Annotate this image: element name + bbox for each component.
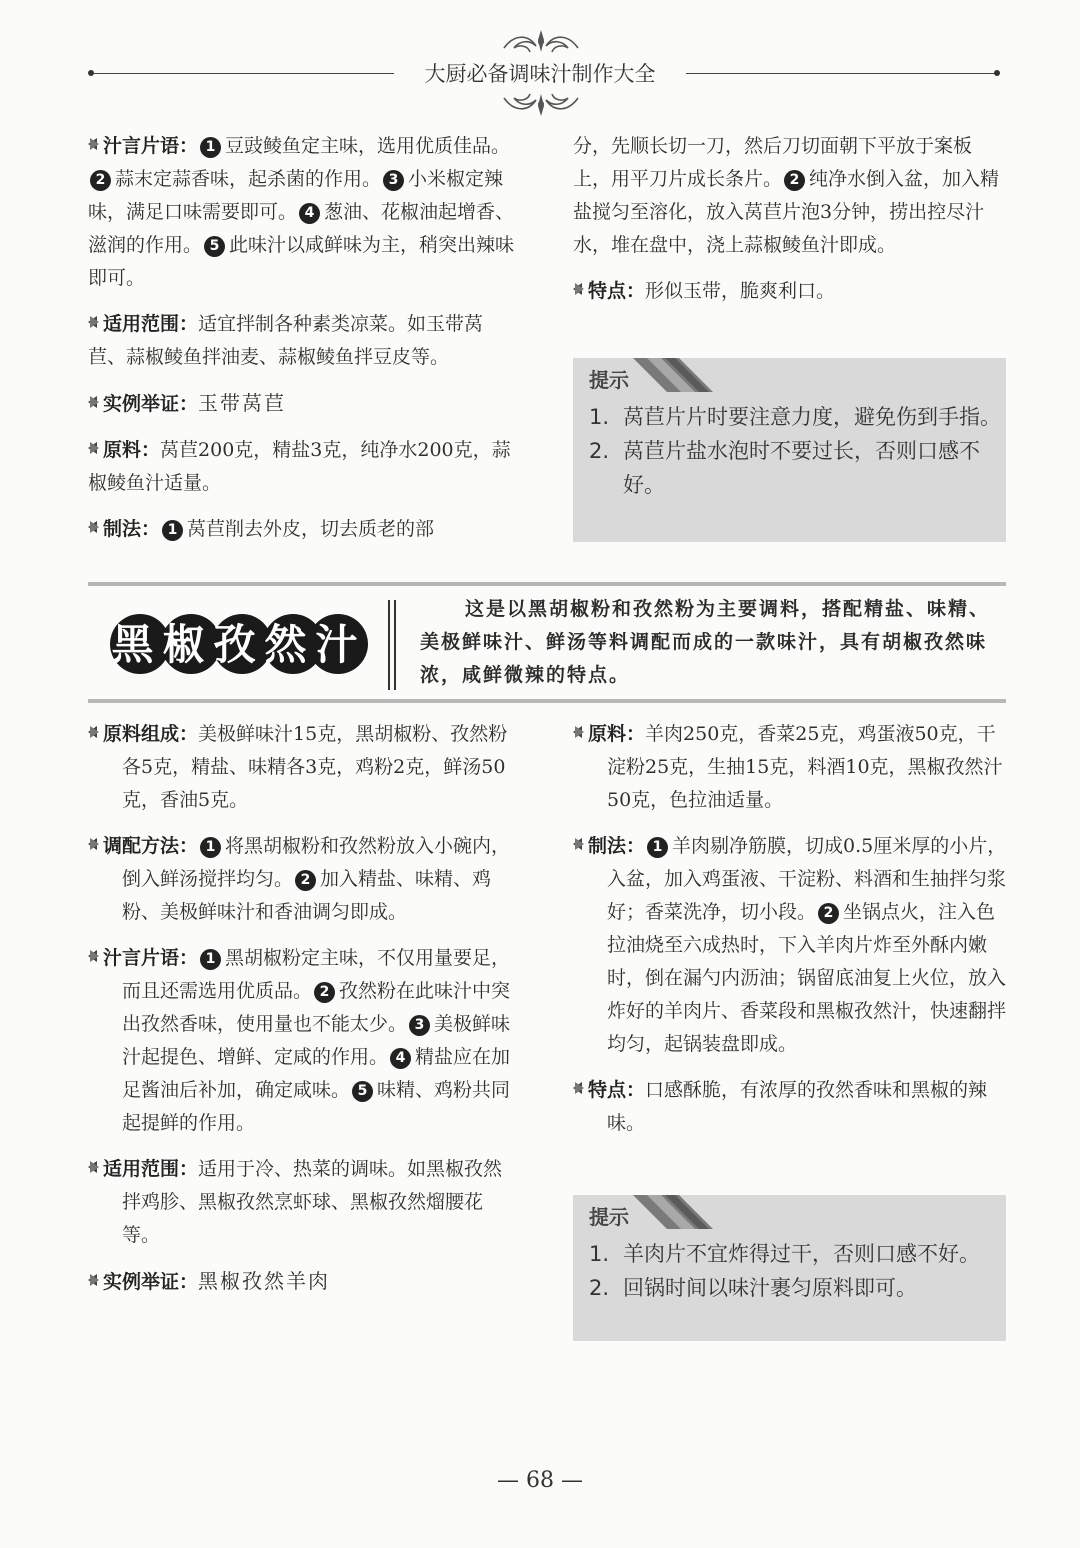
bottom-right-column [573, 718, 1007, 1153]
tip-number: 1. [589, 405, 610, 429]
number-1-icon: 1 [200, 949, 221, 970]
number-3-icon: 3 [409, 1015, 430, 1036]
number-4-icon: 4 [390, 1048, 411, 1069]
text-segment: 蒜末定蒜香味，起杀菌的作用。 [115, 168, 382, 190]
text-segment: 适用于冷、热菜的调味。如黑椒孜然拌鸡胗、黑椒孜然烹虾球、黑椒孜然熘腰花等。 [122, 1158, 503, 1246]
header-rule-left [94, 73, 394, 74]
number-4-icon: 4 [299, 203, 320, 224]
text-segment: 黑胡椒粉定主味，不仅用量要足，而且还需选用优质品。 [122, 947, 511, 1002]
section-label: 原料： [103, 439, 161, 461]
bullet-icon [573, 726, 582, 738]
header-dot-right [994, 70, 1000, 76]
tip-box-top [573, 358, 1006, 542]
ingredients-paragraph [88, 434, 520, 500]
section-label: 调配方法： [103, 835, 199, 857]
number-1-icon: 1 [200, 837, 221, 858]
recipe-title-badge [108, 612, 370, 676]
section-label: 适用范围： [103, 1158, 199, 1180]
top-left-column [88, 130, 520, 559]
text-segment: 口感酥脆，有浓厚的孜然香味和黑椒的辣味。 [607, 1079, 988, 1134]
bullet-icon [88, 442, 97, 454]
text-segment: 小米椒定辣味，满足口味需要即可。 [88, 168, 504, 223]
tip-number: 2. [589, 439, 610, 463]
number-1-icon: 1 [200, 137, 221, 158]
text-segment: 莴苣削去外皮，切去质老的部 [187, 518, 435, 540]
text-segment: 加入精盐、味精、鸡粉、美极鲜味汁和香油调匀即成。 [122, 868, 492, 923]
number-2-icon: 2 [818, 903, 839, 924]
tip-list [589, 400, 1006, 502]
tip-text: 莴苣片片时要注意力度，避免伤到手指。 [623, 405, 1001, 429]
text-segment: 孜然粉在此味汁中突出孜然香味，使用量也不能太少。 [122, 980, 511, 1035]
tip-item [589, 1237, 980, 1271]
text-segment: 豆豉鲮鱼定主味，选用优质佳品。 [225, 135, 511, 157]
section-label: 原料： [588, 723, 646, 745]
preparation-paragraph [88, 830, 520, 929]
number-5-icon: 5 [352, 1081, 373, 1102]
section-label: 实例举证： [103, 1271, 199, 1293]
number-1-icon: 1 [647, 837, 668, 858]
bullet-icon [88, 138, 97, 150]
method-continued [573, 130, 1007, 262]
text-segment: 分，先顺长切一刀，然后刀切面朝下平放于案板上，用平刀片成长条片。 [573, 135, 973, 190]
tip-list [589, 1237, 980, 1305]
bullet-icon [88, 316, 97, 328]
text-segment: 坐锅点火，注入色拉油烧至六成热时，下入羊肉片炸至外酥内嫩时，倒在漏勺内沥油；锅留底油复上火位，放入炸好的羊肉片、香菜段和黑椒孜然汁，快速翻拌均匀，起锅装盘即成。 [607, 901, 1007, 1055]
section-label: 特点： [588, 280, 646, 302]
text-segment: 美极鲜味汁起提色、增鲜、定咸的作用。 [122, 1013, 511, 1068]
intro-divider-right [394, 600, 396, 690]
text-segment: 此味汁以咸鲜味为主，稍突出辣味即可。 [88, 234, 515, 289]
bullet-icon [573, 283, 582, 295]
example-paragraph [88, 1265, 520, 1299]
bullet-icon [573, 1082, 582, 1094]
usage-paragraph [88, 308, 520, 374]
text-segment: 莴苣200克，精盐3克，纯净水200克，蒜椒鲮鱼汁适量。 [88, 439, 511, 494]
tip-text: 莴苣片盐水泡时不要过长，否则口感不好。 [623, 439, 980, 497]
text-segment: 美极鲜味汁15克，黑胡椒粉、孜然粉各5克，精盐、味精各3克，鸡粉2克，鲜汤50克，香油5克。 [122, 723, 508, 811]
bullet-icon [573, 838, 582, 850]
section-label: 实例举证： [103, 393, 199, 415]
bullet-icon [88, 396, 97, 408]
section-label: 制法： [103, 518, 161, 540]
tips-paragraph [88, 130, 520, 295]
section-label: 原料组成： [103, 723, 199, 745]
section-label: 特点： [588, 1079, 646, 1101]
method-paragraph [573, 830, 1007, 1061]
text-segment: 纯净水倒入盆，加入精盐搅匀至溶化，放入莴苣片泡3分钟，捞出控尽汁水，堆在盘中，浇上蒜椒鲮鱼汁即成。 [573, 168, 1000, 256]
number-5-icon: 5 [204, 236, 225, 257]
book-title: 大厨必备调味汁制作大全 [424, 62, 656, 86]
number-1-icon: 1 [162, 520, 183, 541]
example-dish: 玉带莴苣 [198, 391, 287, 415]
number-2-icon: 2 [90, 170, 111, 191]
usage-paragraph [88, 1153, 520, 1252]
header-rule-right [686, 73, 996, 74]
ingredients-paragraph [573, 718, 1007, 817]
text-segment: 羊肉250克，香菜25克，鸡蛋液50克，干淀粉25克，生抽15克，料酒10克，黑椒孜然汁50克，色拉油适量。 [607, 723, 1003, 811]
method-paragraph [88, 513, 520, 546]
text-segment: 精盐应在加足酱油后补加，确定咸味。 [122, 1046, 511, 1101]
band-rule-bottom [88, 699, 1006, 703]
page-number: — 68 — [497, 1468, 583, 1493]
bottom-left-column [88, 718, 520, 1312]
tip-box-bottom [573, 1195, 1006, 1341]
bullet-icon [88, 1161, 97, 1173]
number-2-icon: 2 [295, 870, 316, 891]
feature-paragraph [573, 275, 1007, 308]
band-rule-top [88, 582, 1006, 586]
text-segment: 羊肉剔净筋膜，切成0.5厘米厚的小片，入盆，加入鸡蛋液、干淀粉、料酒和生抽拌匀浆好；香菜洗净，切小段。 [607, 835, 1007, 923]
tip-text: 羊肉片不宜炸得过干，否则口感不好。 [623, 1242, 980, 1266]
bullet-icon [88, 726, 97, 738]
bullet-icon [88, 1274, 97, 1286]
tip-item [589, 1271, 980, 1305]
tip-item [589, 400, 1006, 434]
tip-number: 1. [589, 1242, 610, 1266]
header-ornament-top [500, 26, 582, 60]
text-segment: 将黑胡椒粉和孜然粉放入小碗内，倒入鲜汤搅拌均匀。 [122, 835, 511, 890]
tip-text: 回锅时间以味汁裹匀原料即可。 [623, 1276, 917, 1300]
header-ornament-bottom [500, 86, 582, 120]
example-paragraph [88, 387, 520, 421]
text-segment: 葱油、花椒油起增香、滋润的作用。 [88, 201, 515, 256]
section-label: 适用范围： [103, 313, 199, 335]
section-label: 汁言片语： [103, 135, 199, 157]
text-segment: 适宜拌制各种素类凉菜。如玉带莴苣、蒜椒鲮鱼拌油麦、蒜椒鲮鱼拌豆皮等。 [88, 313, 484, 368]
tip-title: 提示 [589, 368, 629, 392]
tip-item [589, 434, 1006, 502]
bullet-icon [88, 521, 97, 533]
recipe-title: 黑椒孜然汁 [111, 620, 367, 669]
tip-number: 2. [589, 1276, 610, 1300]
section-label: 汁言片语： [103, 947, 199, 969]
intro-divider-left [388, 600, 390, 690]
section-label: 制法： [588, 835, 646, 857]
number-2-icon: 2 [314, 982, 335, 1003]
tip-title: 提示 [589, 1205, 629, 1229]
feature-paragraph [573, 1074, 1007, 1140]
text-segment: 味精、鸡粉共同起提鲜的作用。 [122, 1079, 511, 1134]
bullet-icon [88, 838, 97, 850]
text-segment: 形似玉带，脆爽利口。 [645, 280, 836, 302]
recipe-intro: 这是以黑胡椒粉和孜然粉为主要调料，搭配精盐、味精、美极鲜味汁、鲜汤等料调配而成的一款味汁，具有胡椒孜然味浓，咸鲜微辣的特点。 [420, 598, 991, 686]
example-dish: 黑椒孜然羊肉 [198, 1269, 331, 1293]
number-2-icon: 2 [784, 170, 805, 191]
number-3-icon: 3 [383, 170, 404, 191]
composition-paragraph [88, 718, 520, 817]
top-right-column [573, 130, 1007, 321]
tips-paragraph [88, 942, 520, 1140]
bullet-icon [88, 950, 97, 962]
